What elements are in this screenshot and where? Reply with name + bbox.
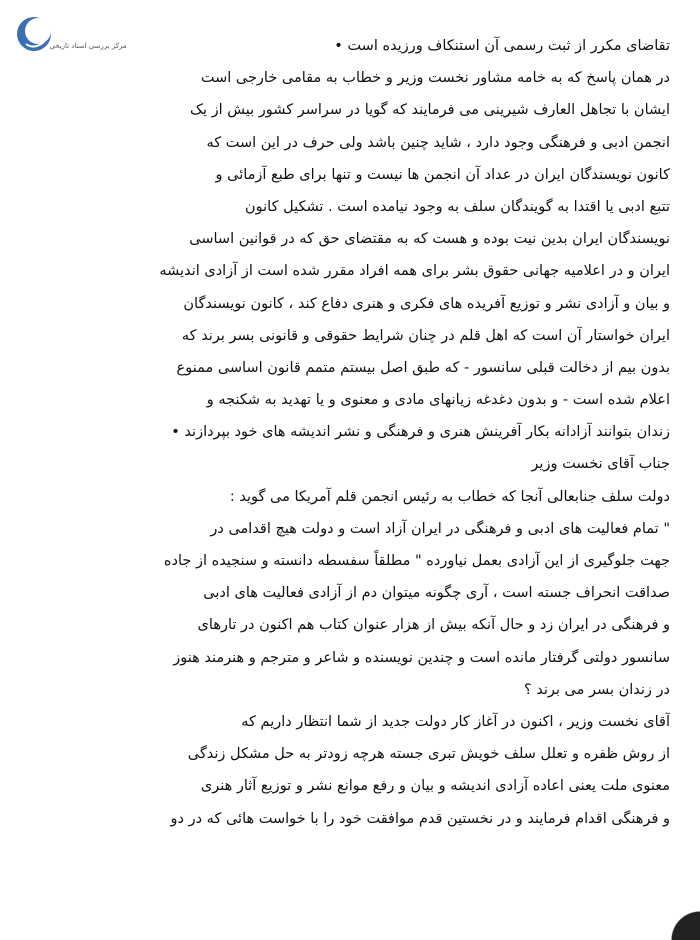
text-line: و فرهنگی اقدام فرمایند و در نخستین قدم موافقت خود را با خواست هائی که در دو [170,810,670,827]
text-line: نویسندگان ایران بدین نیت بوده و هست که به مقتضای حق که در قوانین اساسی [189,231,670,248]
text-line: بدون بیم از دخالت قبلی سانسور - که طبق اصل بیستم متمم قانون اساسی ممنوع [176,359,670,376]
text-line: کانون نویسندگان ایران در عداد آن انجمن ها نیست و تنها برای طبع آزمائی و [215,166,670,183]
text-line: زندان بتوانند آزادانه بکار آفرینش هنری و فرهنگی و نشر اندیشه های خود بپردازند • [171,424,670,441]
text-line: معنوی ملت یعنی اعاده آزادی اندیشه و بیان و رفع موانع نشر و توزیع آثار هنری [200,778,670,795]
text-line: از روش ظفره و تعلل سلف خویش تبری جسته هرچه زودتر به حل مشکل زندگی [187,746,670,763]
text-line: انجمن ادبی و فرهنگی وجود دارد ، شاید چنین باشد ولی حرف در این است که [206,134,670,151]
text-line: ایران و در اعلامیه جهانی حقوق بشر برای همه افراد مقرر شده است از آزادی اندیشه [159,263,670,280]
logo-caption: مرکز بررسی اسناد تاریخی [49,42,127,50]
text-line: ایشان با تجاهل العارف شیرینی می فرمایند که گویا در سراسر کشور بیش از یک [190,102,670,119]
text-line: سانسور دولتی گرفتار مانده است و چندین نویسنده و شاعر و مترجم و هنرمند هنوز [173,649,670,666]
text-line: در زندان بسر می برند ؟ [523,681,670,698]
text-line: دولت سلف جنابعالی آنجا که خطاب به رئیس انجمن قلم آمریکا می گوید : [229,488,670,505]
text-line: ایران خواستار آن است که اهل قلم در چنان شرایط حقوقی و قانونی بسر برند که [181,327,670,344]
text-line: " تمام فعالیت های ادبی و فرهنگی در ایران آزاد است و دولت هیچ اقدامی در [210,520,670,537]
letter-body [38,30,670,835]
scan-corner-shadow [640,900,700,940]
text-line: صداقت انحراف جسته است ، آری چگونه میتوان دم از آزادی فعالیت های ادبی [203,585,670,602]
text-line: در همان پاسخ که به خامه مشاور نخست وزیر و خطاب به مقامی خارجی است [200,70,670,87]
text-line: و بیان و آزادی نشر و توزیع آفریده های فکری و هنری دفاع کند ، کانون نویسندگان [183,295,670,312]
text-line: جهت جلوگیری از این آزادی بعمل نیاورده " مطلقاً سفسطه دانسته و سنجیده از جاده [163,553,670,569]
text-line: تقاضای مکرر از ثبت رسمی آن استنکاف ورزیده است • [334,38,670,54]
salutation-heading: جناب آقای نخست وزیر [531,456,670,473]
text-line: و فرهنگی در ایران زد و حال آنکه بیش از هزار عنوان کتاب هم اکنون در تارهای [197,617,670,634]
text-line: تتبع ادبی یا اقتدا به گویندگان سلف به وجود نیامده است . تشکیل کانون [245,198,670,215]
text-line: آقای نخست وزیر ، اکنون در آغاز کار دولت جدید از شما انتظار داریم که [241,713,670,730]
text-line: اعلام شده است - و بدون دغدغه زیانهای مادی و معنوی و یا تهدید به شکنجه و [206,392,670,409]
